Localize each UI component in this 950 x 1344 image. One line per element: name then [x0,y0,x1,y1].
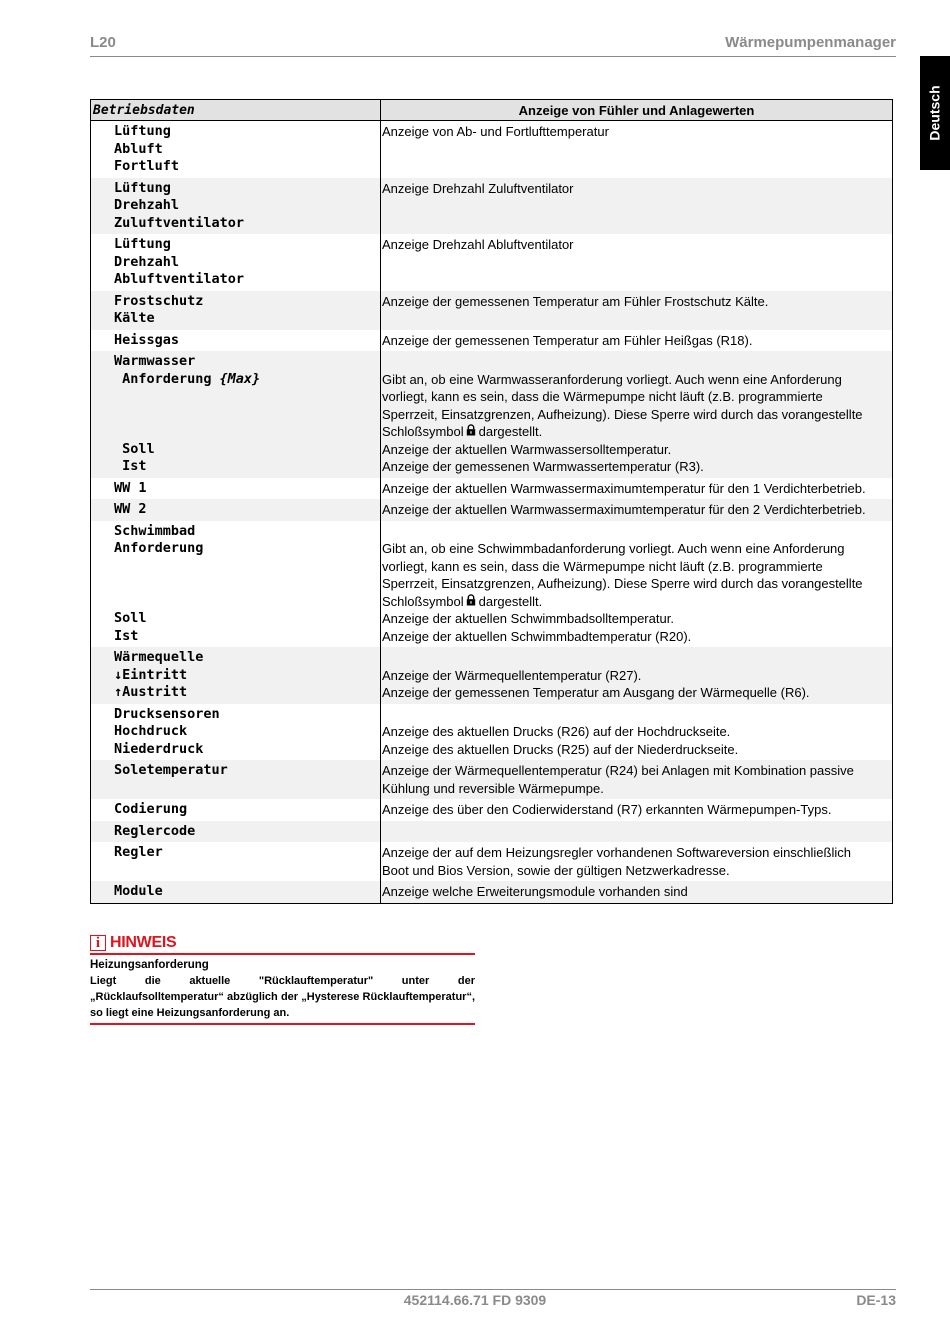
menu-entry [91,704,381,761]
menu-line: Schwimmbad [114,522,196,539]
table-row [91,234,893,291]
table-row [91,478,893,500]
description-entry [381,234,893,291]
table-row [91,121,893,178]
menu-entry [91,478,381,500]
menu-line: Ist [114,458,147,474]
description-line: vorliegt, kann es sein, dass die Wärmepumpe nicht läuft (z.B. programmierte [382,558,823,574]
menu-entry [91,234,381,291]
menu-entry [91,647,381,704]
language-tab-label: Deutsch [927,85,944,141]
description-entry [381,821,893,843]
description-line: Anzeige der aktuellen Schwimmbadsolltemperatur. [382,611,674,626]
table-row [91,351,893,478]
table-row [91,178,893,235]
description-line: Anzeige der gemessenen Warmwassertemperatur (R3). [382,459,704,474]
column-header-operating-data: Betriebsdaten [91,100,381,121]
description-line: Anzeige der auf dem Heizungsregler vorhandenen Softwareversion einschließlich [382,845,851,860]
menu-line: Wärmequelle [114,649,204,665]
table-row [91,760,893,799]
menu-entry [91,821,381,843]
table-row [91,842,893,881]
description-line: Anzeige der aktuellen Warmwassermaximumtemperatur für den 1 Verdichterbetrieb. [382,480,866,496]
lock-icon [466,423,476,441]
menu-entry [91,351,381,478]
menu-line [114,575,380,593]
menu-entry [91,760,381,799]
lock-icon [466,593,476,611]
description-entry [381,881,893,903]
menu-line: Codierung [114,801,188,817]
description-line: Anzeige welche Erweiterungsmodule vorhanden sind [382,884,688,899]
description-line: Anzeige der aktuellen Warmwassermaximumtemperatur für den 2 Verdichterbetrieb. [382,502,866,517]
description-line [382,706,889,724]
menu-line [114,593,380,611]
description-line: Boot und Bios Version, sowie der gültigen Netzwerkadresse. [382,862,730,878]
menu-line: Lüftung [114,123,171,139]
description-line: Anzeige Drehzahl Abluftventilator [382,237,574,252]
menu-line: Fortluft [114,158,180,174]
hint-subtitle: Heizungsanforderung [90,959,209,971]
table-row [91,291,893,330]
description-entry [381,351,893,478]
menu-line: Anforderung [114,540,204,556]
table-row [91,647,893,704]
description-entry [381,499,893,521]
menu-line: Hochdruck [114,723,188,739]
table-row [91,881,893,903]
menu-entry [91,178,381,235]
description-entry [381,760,893,799]
menu-line [114,423,380,441]
menu-line: ↓Eintritt [114,666,188,683]
description-text: Schloßsymbol [382,424,464,439]
description-line: Anzeige des über den Codierwiderstand (R7) erkannten Wärmepumpen-Typs. [382,802,832,817]
menu-line: Reglercode [114,822,196,839]
description-entry [381,647,893,704]
menu-line: Ist [114,627,139,644]
hint-header [90,933,475,955]
description-line [382,593,889,611]
description-line: Anzeige der gemessenen Temperatur am Fühler Frostschutz Kälte. [382,293,769,309]
table-header-row [91,100,893,121]
description-line: Sperrzeit, Einsatzgrenzen, Aufheizung). Diese Sperre wird durch das vorangestellte [382,576,863,591]
operating-data-table [90,99,893,904]
footer-doc-number: 452114.66.71 FD 9309 [403,1292,547,1308]
description-line: Anzeige der gemessenen Temperatur am Ausgang der Wärmequelle (R6). [382,685,810,700]
menu-line [114,406,380,424]
description-entry [381,478,893,500]
description-line: Kühlung und reversible Wärmepumpe. [382,780,604,796]
menu-line: Abluft [114,140,163,157]
menu-line: Regler [114,844,163,860]
column-header-display: Anzeige von Fühler und Anlagewerten [381,100,893,121]
menu-line: Soletemperatur [114,762,228,778]
table-row [91,499,893,521]
menu-line: Drucksensoren [114,705,220,722]
page-header-right: Wärmepumpenmanager [725,34,896,51]
menu-line: Zuluftventilator [114,214,245,231]
menu-line: Lüftung [114,236,171,252]
menu-line: Heissgas [114,331,180,348]
menu-line: Niederdruck [114,740,204,757]
table-row [91,521,893,648]
menu-entry [91,842,381,881]
menu-line: Lüftung [114,179,171,196]
description-entry [381,704,893,761]
menu-line: Frostschutz [114,292,204,309]
page-header-left: L20 [90,34,116,51]
menu-line: Anforderung [114,370,212,387]
description-line: Anzeige der aktuellen Warmwassersolltemperatur. [382,441,672,457]
hint-box [90,933,475,1025]
description-line: Anzeige von Ab- und Fortlufttemperatur [382,124,609,139]
description-entry [381,330,893,352]
description-line: Anzeige der Wärmequellentemperatur (R24) bei Anlagen mit Kombination passive [382,763,854,778]
description-line [382,523,889,541]
description-text: dargestellt. [478,424,543,439]
description-entry [381,178,893,235]
description-line: vorliegt, kann es sein, dass die Wärmepumpe nicht läuft (z.B. programmierte [382,389,823,404]
menu-entry [91,291,381,330]
description-line [382,353,889,371]
description-entry [381,291,893,330]
description-text: Schloßsymbol [382,593,464,609]
menu-line: Drehzahl [114,197,180,213]
description-line: Anzeige der gemessenen Temperatur am Fühler Heißgas (R18). [382,332,753,348]
info-icon: i [90,935,106,951]
menu-line-wrap [114,371,380,389]
menu-line [114,388,380,406]
menu-entry [91,521,381,648]
menu-line: Abluftventilator [114,271,245,287]
table-body [91,121,893,904]
description-line: Anzeige Drehzahl Zuluftventilator [382,180,574,196]
description-line: Gibt an, ob eine Warmwasseranforderung vorliegt. Auch wenn eine Anforderung [382,371,842,387]
description-line [382,823,889,841]
footer-divider [90,1289,896,1290]
table-row [91,330,893,352]
menu-line: Soll [114,610,147,626]
menu-line: WW 1 [114,479,147,496]
description-entry [381,799,893,821]
description-entry [381,521,893,648]
language-tab [920,56,950,170]
footer-page-number: DE-13 [856,1292,896,1308]
description-line: Sperrzeit, Einsatzgrenzen, Aufheizung). Diese Sperre wird durch das vorangestellte [382,406,863,422]
description-line: Anzeige der Wärmequellentemperatur (R27). [382,667,642,683]
table-row [91,799,893,821]
menu-line: Kälte [114,310,155,326]
description-line: Anzeige der aktuellen Schwimmbadtemperatur (R20). [382,628,692,644]
description-line [382,423,889,441]
menu-line: Warmwasser [114,353,196,369]
table-row [91,704,893,761]
menu-line: Soll [114,440,155,457]
menu-entry [91,799,381,821]
menu-entry [91,121,381,178]
description-line: Anzeige des aktuellen Drucks (R25) auf der Niederdruckseite. [382,741,739,757]
menu-line: Module [114,883,163,899]
menu-line: Drehzahl [114,253,180,270]
description-entry [381,121,893,178]
menu-entry [91,881,381,903]
menu-entry [91,499,381,521]
menu-entry [91,330,381,352]
description-line [382,649,889,667]
description-line: Gibt an, ob eine Schwimmbadanforderung vorliegt. Auch wenn eine Anforderung [382,541,845,556]
menu-line: WW 2 [114,501,147,517]
table-row [91,821,893,843]
hint-title: HINWEIS [110,934,177,951]
description-entry [381,842,893,881]
menu-line: ↑Austritt [114,684,188,700]
menu-max-suffix: {Max} [219,370,261,387]
hint-body: Liegt die aktuelle "Rücklauftemperatur" unter der „Rücklaufsolltemperatur“ abzüglich der „Hysterese Rücklauftemperatur“, so liegt eine Heizungsanforderung an. [90,973,475,1025]
description-line: Anzeige des aktuellen Drucks (R26) auf der Hochdruckseite. [382,724,731,739]
header-divider [90,56,896,57]
description-text: dargestellt. [478,593,543,609]
menu-line [114,558,380,576]
